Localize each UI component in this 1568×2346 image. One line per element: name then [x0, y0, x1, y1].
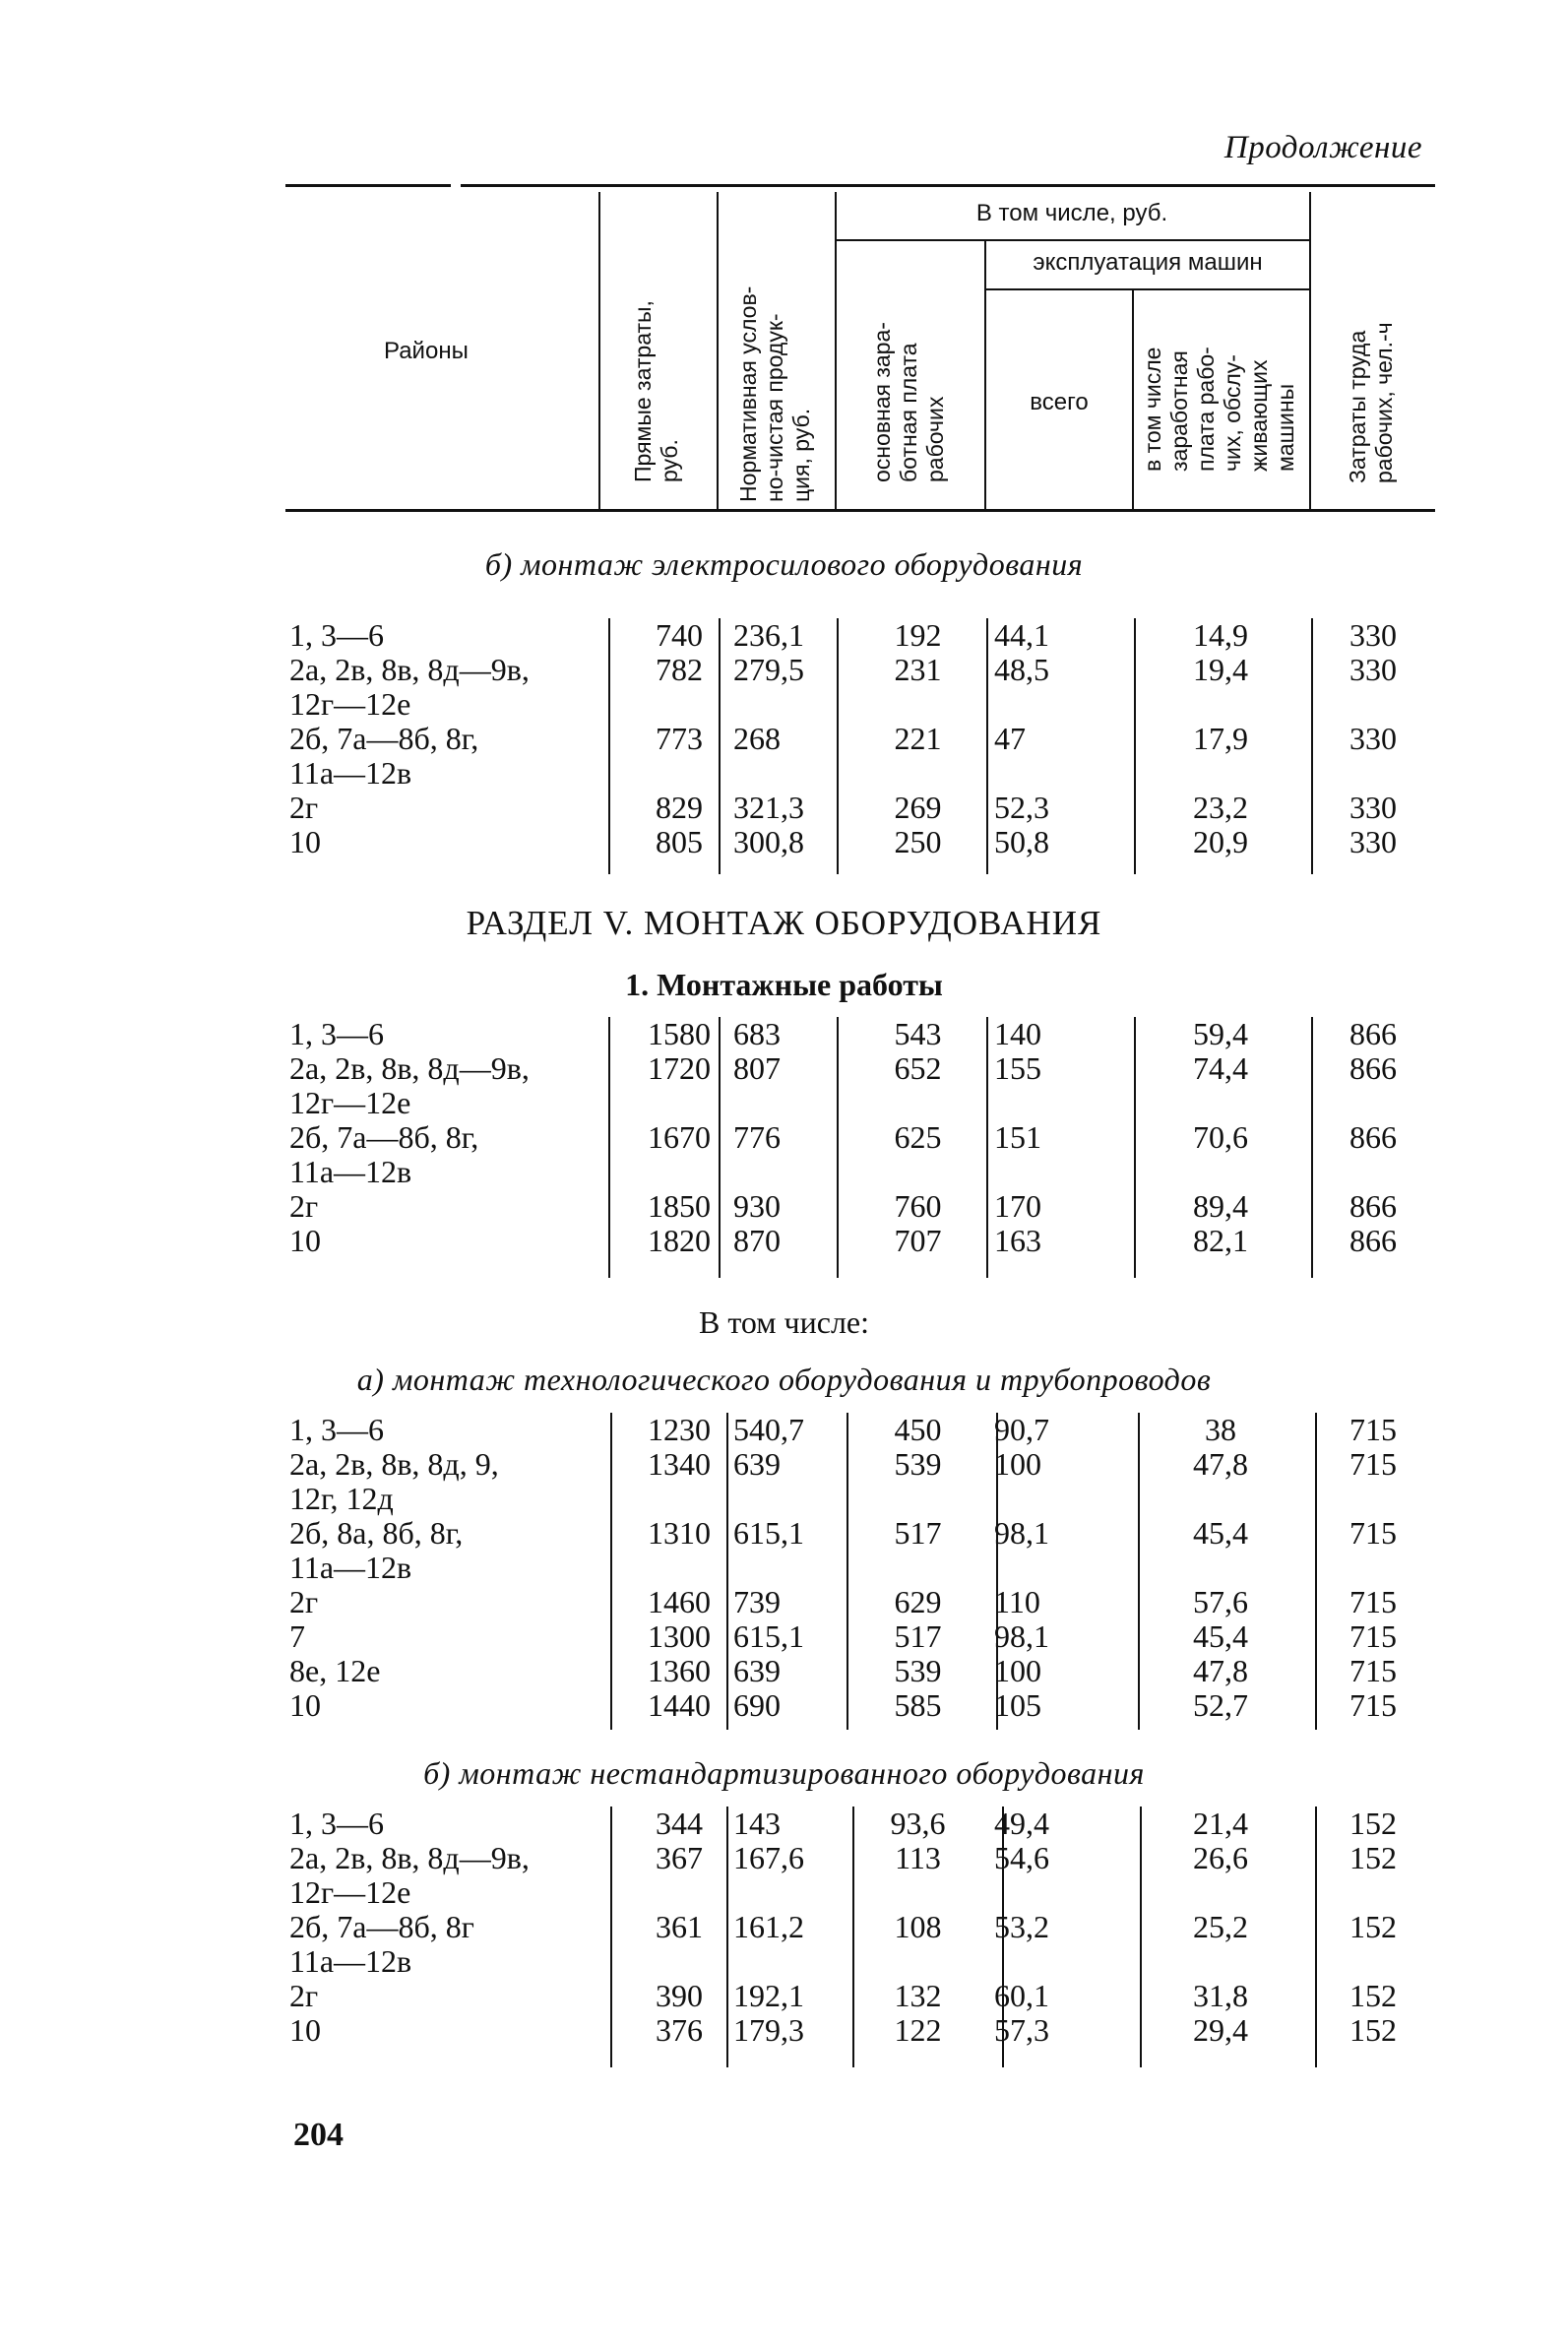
table-row — [285, 1807, 1435, 1841]
direct-costs-cell: 361 — [656, 1909, 703, 1944]
machine-total-cell: 98,1 — [994, 1618, 1049, 1654]
machine-total-cell: 100 — [994, 1653, 1041, 1688]
region-cell: 12г—12е — [289, 1874, 411, 1910]
region-cell: 7 — [289, 1618, 305, 1654]
header-bottom-rule — [285, 509, 1435, 512]
table-row — [285, 791, 1435, 825]
machine-total-cell: 151 — [994, 1119, 1041, 1155]
normative-cell: 807 — [733, 1050, 781, 1086]
table-nonstandard — [285, 1807, 1435, 2067]
normative-cell: 690 — [733, 1687, 781, 1723]
machine-wage-cell: 23,2 — [1193, 790, 1248, 825]
machine-total-cell: 50,8 — [994, 824, 1049, 859]
base-wage-cell: 231 — [894, 652, 942, 687]
machine-total-cell: 163 — [994, 1223, 1041, 1258]
labor-cell: 715 — [1349, 1653, 1397, 1688]
table-row — [285, 1654, 1435, 1688]
normative-cell: 776 — [733, 1119, 781, 1155]
direct-costs-cell: 1300 — [648, 1618, 711, 1654]
table-row-continuation — [285, 1155, 1435, 1189]
header-divider — [1132, 290, 1134, 509]
base-wage-cell: 517 — [894, 1618, 942, 1654]
region-cell: 2б, 8а, 8б, 8г, — [289, 1515, 464, 1551]
machine-wage-cell: 70,6 — [1193, 1119, 1248, 1155]
normative-cell: 167,6 — [733, 1840, 804, 1875]
normative-cell: 739 — [733, 1584, 781, 1619]
direct-costs-cell: 376 — [656, 2012, 703, 2048]
region-cell: 12г, 12д — [289, 1481, 394, 1516]
header-divider — [1309, 192, 1311, 509]
header-normative: Нормативная услов- но-чистая продук- ция, руб. — [735, 285, 814, 502]
machine-total-cell: 170 — [994, 1188, 1041, 1224]
table-row — [285, 1120, 1435, 1155]
table-row — [285, 1516, 1435, 1551]
machine-wage-cell: 47,8 — [1193, 1446, 1248, 1482]
normative-cell: 615,1 — [733, 1515, 804, 1551]
table-row-continuation — [285, 1551, 1435, 1585]
machine-wage-cell: 20,9 — [1193, 824, 1248, 859]
table-row — [285, 1979, 1435, 2013]
header-divider — [717, 192, 719, 509]
direct-costs-cell: 367 — [656, 1840, 703, 1875]
table-row-continuation — [285, 756, 1435, 791]
region-cell: 2а, 2в, 8в, 8д—9в, — [289, 1050, 530, 1086]
machine-total-cell: 47 — [994, 721, 1026, 756]
labor-cell: 715 — [1349, 1618, 1397, 1654]
region-cell: 8е, 12е — [289, 1653, 381, 1688]
including-label: В том числе: — [698, 1304, 870, 1340]
region-cell: 10 — [289, 824, 321, 859]
base-wage-cell: 221 — [894, 721, 942, 756]
normative-cell: 300,8 — [733, 824, 804, 859]
header-machine-wage: в том числе заработная плата рабо- чих, обслу- живающих машины — [1140, 347, 1298, 472]
header-base-wage: основная зара- ботная плата рабочих — [869, 322, 948, 482]
region-cell: 2б, 7а—8б, 8г, — [289, 721, 479, 756]
normative-cell: 683 — [733, 1016, 781, 1051]
machine-total-cell: 110 — [994, 1584, 1040, 1619]
normative-cell: 161,2 — [733, 1909, 804, 1944]
table-row-continuation — [285, 1482, 1435, 1516]
table-row — [285, 1447, 1435, 1482]
table-row — [285, 1051, 1435, 1086]
machine-wage-cell: 47,8 — [1193, 1653, 1248, 1688]
machine-wage-cell: 14,9 — [1193, 617, 1248, 653]
direct-costs-cell: 1850 — [648, 1188, 711, 1224]
labor-cell: 152 — [1349, 1806, 1397, 1841]
header-labor: Затраты труда рабочих, чел.-ч — [1345, 322, 1397, 483]
region-cell: 11а—12в — [289, 1550, 412, 1585]
section-v-subtitle: 1. Монтажные работы — [625, 967, 943, 1002]
normative-cell: 268 — [733, 721, 781, 756]
region-cell: 10 — [289, 1223, 321, 1258]
direct-costs-cell: 805 — [656, 824, 703, 859]
table-row-continuation — [285, 1944, 1435, 1979]
header-direct-costs: Прямые затраты, руб. — [630, 300, 682, 482]
direct-costs-cell: 1670 — [648, 1119, 711, 1155]
base-wage-cell: 108 — [894, 1909, 942, 1944]
machine-wage-cell: 59,4 — [1193, 1016, 1248, 1051]
section-title-tech: а) монтаж технологического оборудования и трубопроводов — [356, 1362, 1212, 1397]
base-wage-cell: 517 — [894, 1515, 942, 1551]
normative-cell: 179,3 — [733, 2012, 804, 2048]
region-cell: 2г — [289, 790, 319, 825]
machine-total-cell: 54,6 — [994, 1840, 1049, 1875]
machine-total-cell: 52,3 — [994, 790, 1049, 825]
page-number: 204 — [293, 2117, 344, 2153]
base-wage-cell: 132 — [894, 1978, 942, 2013]
normative-cell: 540,7 — [733, 1412, 804, 1447]
machine-wage-cell: 25,2 — [1193, 1909, 1248, 1944]
labor-cell: 866 — [1349, 1119, 1397, 1155]
labor-cell: 866 — [1349, 1016, 1397, 1051]
table-row-continuation — [285, 1086, 1435, 1120]
labor-cell: 152 — [1349, 2012, 1397, 2048]
labor-cell: 715 — [1349, 1515, 1397, 1551]
direct-costs-cell: 740 — [656, 617, 703, 653]
base-wage-cell: 93,6 — [890, 1806, 946, 1841]
direct-costs-cell: 1580 — [648, 1016, 711, 1051]
region-cell: 1, 3—6 — [289, 1806, 384, 1841]
table-row — [285, 1413, 1435, 1447]
labor-cell: 330 — [1349, 721, 1397, 756]
region-cell: 11а—12в — [289, 1943, 412, 1979]
normative-cell: 279,5 — [733, 652, 804, 687]
labor-cell: 715 — [1349, 1687, 1397, 1723]
table-assembly — [285, 1017, 1435, 1278]
direct-costs-cell: 1310 — [648, 1515, 711, 1551]
region-cell: 12г—12е — [289, 686, 411, 722]
machine-wage-cell: 45,4 — [1193, 1618, 1248, 1654]
table-row — [285, 618, 1435, 653]
labor-cell: 152 — [1349, 1978, 1397, 2013]
base-wage-cell: 585 — [894, 1687, 942, 1723]
machine-wage-cell: 19,4 — [1193, 652, 1248, 687]
labor-cell: 330 — [1349, 824, 1397, 859]
normative-cell: 143 — [733, 1806, 781, 1841]
machine-wage-cell: 21,4 — [1193, 1806, 1248, 1841]
section-title-electro: б) монтаж электросилового оборудования — [484, 546, 1084, 582]
region-cell: 11а—12в — [289, 755, 412, 791]
table-row — [285, 653, 1435, 687]
table-row — [285, 1189, 1435, 1224]
base-wage-cell: 629 — [894, 1584, 942, 1619]
machine-total-cell: 98,1 — [994, 1515, 1049, 1551]
labor-cell: 330 — [1349, 652, 1397, 687]
table-row — [285, 1224, 1435, 1258]
direct-costs-cell: 1460 — [648, 1584, 711, 1619]
labor-cell: 715 — [1349, 1446, 1397, 1482]
header-rule — [984, 288, 1309, 290]
machine-total-cell: 49,4 — [994, 1806, 1049, 1841]
region-cell: 10 — [289, 1687, 321, 1723]
machine-wage-cell: 82,1 — [1193, 1223, 1248, 1258]
region-cell: 2г — [289, 1584, 319, 1619]
direct-costs-cell: 782 — [656, 652, 703, 687]
base-wage-cell: 543 — [894, 1016, 942, 1051]
header-divider — [984, 241, 986, 509]
region-cell: 10 — [289, 2012, 321, 2048]
machine-total-cell: 60,1 — [994, 1978, 1049, 2013]
machine-wage-cell: 89,4 — [1193, 1188, 1248, 1224]
table-row — [285, 1585, 1435, 1619]
direct-costs-cell: 1820 — [648, 1223, 711, 1258]
header-divider — [598, 192, 600, 509]
region-cell: 2а, 2в, 8в, 8д—9в, — [289, 652, 530, 687]
direct-costs-cell: 344 — [656, 1806, 703, 1841]
header-regions: Районы — [384, 338, 469, 364]
direct-costs-cell: 829 — [656, 790, 703, 825]
header-rule — [835, 239, 1309, 241]
machine-wage-cell: 57,6 — [1193, 1584, 1248, 1619]
direct-costs-cell: 1440 — [648, 1687, 711, 1723]
labor-cell: 866 — [1349, 1188, 1397, 1224]
normative-cell: 192,1 — [733, 1978, 804, 2013]
table-electro — [285, 618, 1435, 874]
base-wage-cell: 250 — [894, 824, 942, 859]
table-row — [285, 1017, 1435, 1051]
machine-total-cell: 53,2 — [994, 1909, 1049, 1944]
table-row — [285, 722, 1435, 756]
region-cell: 2б, 7а—8б, 8г, — [289, 1119, 479, 1155]
machine-wage-cell: 38 — [1205, 1412, 1236, 1447]
table-row — [285, 1841, 1435, 1875]
direct-costs-cell: 1340 — [648, 1446, 711, 1482]
labor-cell: 152 — [1349, 1909, 1397, 1944]
machine-total-cell: 100 — [994, 1446, 1041, 1482]
machine-total-cell: 44,1 — [994, 617, 1049, 653]
header-total: всего — [1030, 389, 1089, 415]
direct-costs-cell: 390 — [656, 1978, 703, 2013]
base-wage-cell: 113 — [895, 1840, 941, 1875]
section-v-title: РАЗДЕЛ V. МОНТАЖ ОБОРУДОВАНИЯ — [466, 904, 1102, 942]
base-wage-cell: 269 — [894, 790, 942, 825]
region-cell: 11а—12в — [289, 1154, 412, 1189]
labor-cell: 866 — [1349, 1050, 1397, 1086]
region-cell: 1, 3—6 — [289, 617, 384, 653]
normative-cell: 615,1 — [733, 1618, 804, 1654]
table-row-continuation — [285, 1875, 1435, 1910]
direct-costs-cell: 1230 — [648, 1412, 711, 1447]
table-row — [285, 1688, 1435, 1723]
direct-costs-cell: 1720 — [648, 1050, 711, 1086]
base-wage-cell: 539 — [894, 1653, 942, 1688]
normative-cell: 930 — [733, 1188, 781, 1224]
labor-cell: 715 — [1349, 1412, 1397, 1447]
normative-cell: 236,1 — [733, 617, 804, 653]
region-cell: 2б, 7а—8б, 8г — [289, 1909, 474, 1944]
labor-cell: 330 — [1349, 790, 1397, 825]
region-cell: 1, 3—6 — [289, 1412, 384, 1447]
continuation-label: Продолжение — [1223, 130, 1422, 165]
table-row-continuation — [285, 687, 1435, 722]
labor-cell: 715 — [1349, 1584, 1397, 1619]
normative-cell: 321,3 — [733, 790, 804, 825]
direct-costs-cell: 1360 — [648, 1653, 711, 1688]
machine-wage-cell: 29,4 — [1193, 2012, 1248, 2048]
table-row — [285, 2013, 1435, 2048]
base-wage-cell: 450 — [894, 1412, 942, 1447]
region-cell: 2а, 2в, 8в, 8д—9в, — [289, 1840, 530, 1875]
machine-wage-cell: 31,8 — [1193, 1978, 1248, 2013]
base-wage-cell: 625 — [894, 1119, 942, 1155]
region-cell: 2а, 2в, 8в, 8д, 9, — [289, 1446, 499, 1482]
machine-total-cell: 90,7 — [994, 1412, 1049, 1447]
machine-total-cell: 48,5 — [994, 652, 1049, 687]
labor-cell: 866 — [1349, 1223, 1397, 1258]
normative-cell: 870 — [733, 1223, 781, 1258]
region-cell: 12г—12е — [289, 1085, 411, 1120]
base-wage-cell: 707 — [894, 1223, 942, 1258]
base-wage-cell: 539 — [894, 1446, 942, 1482]
table-row — [285, 825, 1435, 859]
machine-total-cell: 140 — [994, 1016, 1041, 1051]
machine-total-cell: 155 — [994, 1050, 1041, 1086]
direct-costs-cell: 773 — [656, 721, 703, 756]
machine-wage-cell: 52,7 — [1193, 1687, 1248, 1723]
region-cell: 2г — [289, 1188, 319, 1224]
machine-total-cell: 57,3 — [994, 2012, 1049, 2048]
machine-wage-cell: 17,9 — [1193, 721, 1248, 756]
top-rule-left — [285, 184, 451, 187]
machine-wage-cell: 74,4 — [1193, 1050, 1248, 1086]
normative-cell: 639 — [733, 1446, 781, 1482]
base-wage-cell: 652 — [894, 1050, 942, 1086]
table-tech — [285, 1413, 1435, 1730]
table-header — [285, 192, 1435, 507]
table-row — [285, 1619, 1435, 1654]
labor-cell: 152 — [1349, 1840, 1397, 1875]
header-machine-operation: эксплуатация машин — [1033, 249, 1263, 276]
table-row — [285, 1910, 1435, 1944]
base-wage-cell: 122 — [894, 2012, 942, 2048]
region-cell: 2г — [289, 1978, 319, 2013]
labor-cell: 330 — [1349, 617, 1397, 653]
region-cell: 1, 3—6 — [289, 1016, 384, 1051]
base-wage-cell: 192 — [894, 617, 942, 653]
machine-total-cell: 105 — [994, 1687, 1041, 1723]
section-title-nonstandard: б) монтаж нестандартизированного оборудования — [423, 1755, 1145, 1791]
machine-wage-cell: 45,4 — [1193, 1515, 1248, 1551]
machine-wage-cell: 26,6 — [1193, 1840, 1248, 1875]
top-rule-right — [461, 184, 1435, 187]
header-including: В том числе, руб. — [975, 200, 1168, 226]
normative-cell: 639 — [733, 1653, 781, 1688]
base-wage-cell: 760 — [894, 1188, 942, 1224]
